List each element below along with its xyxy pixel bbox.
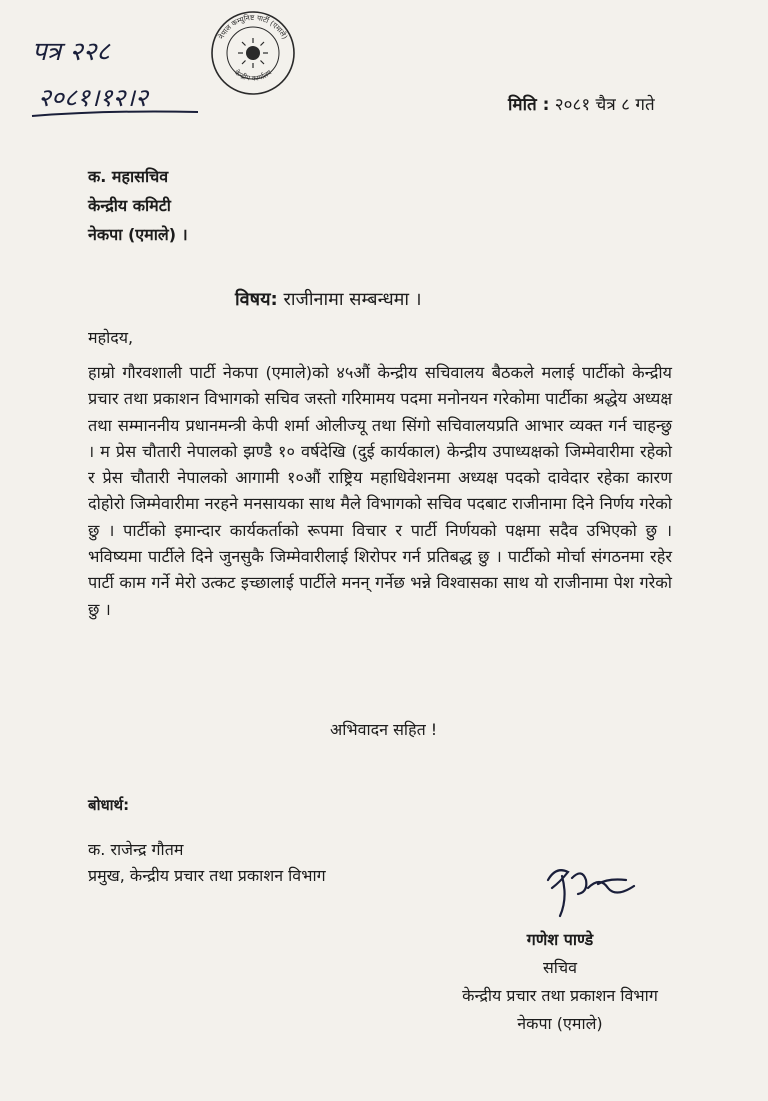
seal-text-top: नेपाल कम्युनिष्ट पार्टी (एमाले) bbox=[216, 12, 290, 41]
handwritten-underline bbox=[32, 112, 198, 117]
date-value: २०८१ चैत्र ८ गते bbox=[554, 95, 655, 115]
handwritten-note-line2: २०८१।१२।२ bbox=[38, 83, 148, 112]
subject-line bbox=[235, 287, 422, 311]
addressee-block bbox=[88, 162, 188, 249]
sender-title: सचिव bbox=[542, 958, 578, 977]
closing-line: अभिवादन सहित ! bbox=[330, 720, 438, 739]
addressee-line3: नेकपा (एमाले) । bbox=[88, 225, 188, 244]
sender-block bbox=[400, 926, 720, 1038]
cc-recipient-name: क. राजेन्द्र गौतम bbox=[88, 840, 184, 859]
letter-date bbox=[508, 92, 655, 115]
letter-body: हाम्रो गौरवशाली पार्टी नेकपा (एमाले)को ४५औं केन्द्रीय सचिवालय बैठकले मलाई पार्टीको केन्द्रीय प्रचार तथा प्रकाशन विभागको सचिव जस्तो गरिमामय पदमा मनोनयन गरेकोमा पार्टीका श्रद्धेय अध्यक्ष तथा सम्माननीय प्रधानमन्त्री केपी शर्मा ओलीज्यू तथा सिंगो सचिवालयप्रति आभार व्यक्त गर्न चाहन्छु । म प्रेस चौतारी नेपालको झण्डै १० वर्षदेखि (दुई कार्यकाल) केन्द्रीय उपाध्यक्षको जिम्मेवारीमा रहेको र प्रेस चौतारी नेपालको आगामी १०औं राष्ट्रिय महाधिवेशनमा अध्यक्ष पदको दावेदार रहेका कारण दोहोरो जिम्मेवारीमा नरहने मनसायका साथ मैले विभागको सचिव पदबाट राजीनामा दिने निर्णय गरेको छु । पार्टीको इमान्दार कार्यकर्ताको रूपमा विचार र पार्टी निर्णयको पक्षमा सदैव उभिएको छु । भविष्यमा पार्टीले दिने जुनसुकै जिम्मेवारीलाई शिरोपर गर्न प्रतिबद्ध छु । पार्टीको मोर्चा संगठनमा रहेर पार्टी काम गर्ने मेरो उत्कट इच्छालाई पार्टीले मनन् गर्नेछ भन्ने विश्वासका साथ यो राजीनामा पेश गरेको छु । bbox=[88, 363, 672, 619]
salutation: महोदय, bbox=[88, 328, 134, 347]
handwritten-reference-note bbox=[28, 26, 208, 126]
addressee-line2: केन्द्रीय कमिटी bbox=[88, 196, 171, 215]
seal-text-bottom: केन्द्रीय कार्यालय bbox=[232, 68, 274, 83]
handwritten-note-line1: पत्र २२८ bbox=[32, 37, 110, 67]
cc-recipient-department: प्रमुख, केन्द्रीय प्रचार तथा प्रकाशन विभाग bbox=[88, 866, 326, 885]
subject-text: राजीनामा सम्बन्धमा । bbox=[283, 289, 422, 310]
sun-emblem-icon bbox=[238, 38, 268, 68]
date-label: मिति : bbox=[508, 95, 550, 115]
cc-title: बोधार्थ: bbox=[88, 796, 130, 814]
sender-department: केन्द्रीय प्रचार तथा प्रकाशन विभाग bbox=[462, 986, 658, 1005]
subject-label: विषय: bbox=[235, 289, 278, 310]
handwritten-signature bbox=[538, 858, 648, 920]
sender-name: गणेश पाण्डे bbox=[526, 930, 594, 949]
addressee-line1: क. महासचिव bbox=[88, 167, 169, 186]
sender-party: नेकपा (एमाले) bbox=[517, 1014, 603, 1033]
party-seal bbox=[210, 10, 296, 96]
